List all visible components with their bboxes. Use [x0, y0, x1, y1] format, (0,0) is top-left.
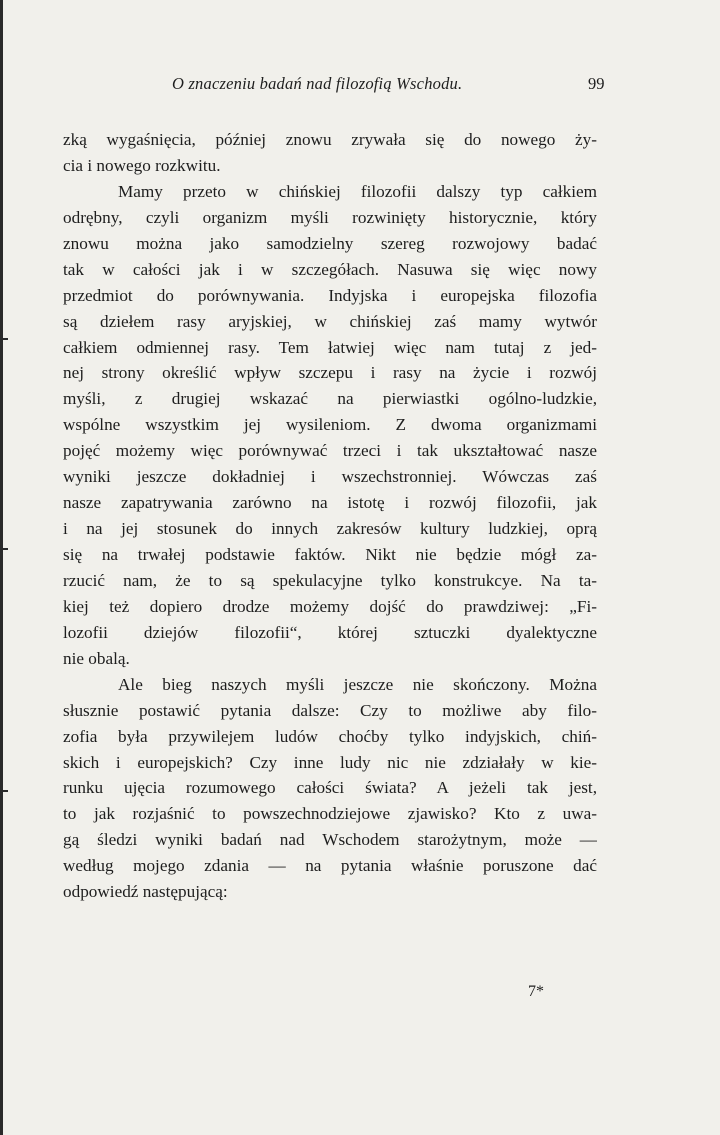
text-line: skich i europejskich? Czy inne ludy nic nie zdziałały w kie- [63, 752, 597, 772]
text-line: całkiem odmiennej rasy. Tem łatwiej więc nam tutaj z jed- [63, 337, 597, 357]
text-line: pojęć możemy więc porównywać trzeci i tak ukształtować nasze [63, 441, 597, 461]
signature-mark: 7* [528, 983, 544, 1000]
text-line: według mojego zdania — na pytania właśnie poruszone dać [63, 856, 597, 876]
page-edge-shadow [0, 0, 3, 1135]
text-line: odpowiedź następującą: [63, 882, 228, 902]
text-line: się na trwałej podstawie faktów. Nikt nie będzie mógł za- [63, 545, 597, 564]
text-line: przedmiot do porównywania. Indyjska i europejska filozofia [63, 285, 597, 305]
text-line: nej strony określić wpływ szczepu i rasy na życie i rozwój [63, 363, 597, 383]
text-line: wspólne wszystkim jej wysileniom. Z dwoma organizmami [63, 415, 597, 435]
text-line: lozofii dziejów filozofii“, której sztuczki dyalektyczne [63, 622, 597, 642]
text-line: słusznie postawić pytania dalsze: Czy to możliwe aby filo- [63, 700, 597, 720]
text-line: wyniki jeszcze dokładniej i wszechstronniej. Wówczas zaś [63, 467, 597, 487]
text-line: znowu można jako samodzielny szereg rozwojowy badać [63, 233, 597, 253]
text-line: odrębny, czyli organizm myśli rozwinięty historycznie, który [63, 207, 597, 227]
text-line: Ale bieg naszych myśli jeszcze nie skończony. Można [118, 674, 597, 694]
page-number: 99 [588, 74, 605, 93]
text-line: Mamy przeto w chińskiej filozofii dalszy typ całkiem [118, 181, 597, 201]
text-line: rzucić nam, że to są spekulacyjne tylko konstrukcye. Na ta- [63, 570, 597, 590]
text-line: zką wygaśnięcia, później znowu zrywała się do nowego ży- [63, 130, 597, 149]
text-line: zofia była przywilejem ludów choćby tylko indyjskich, chiń- [63, 726, 597, 746]
page-edge-mark [0, 338, 8, 340]
page-edge-mark [0, 790, 8, 792]
text-line: kiej też dopiero drodze możemy dojść do prawdziwej: „Fi- [63, 596, 597, 616]
text-line: nie obalą. [63, 648, 130, 668]
text-line: tak w całości jak i w szczegółach. Nasuwa się więc nowy [63, 259, 597, 279]
running-title: O znaczeniu badań nad filozofią Wschodu. [172, 74, 463, 93]
page-edge-mark [0, 548, 8, 550]
text-line: gą śledzi wyniki badań nad Wschodem starożytnym, może — [63, 830, 597, 850]
text-line: są dziełem rasy aryjskiej, w chińskiej zaś mamy wytwór [63, 311, 597, 331]
body-text [63, 127, 597, 905]
running-head [0, 70, 720, 100]
text-line: runku ujęcia rozumowego całości świata? A jeżeli tak jest, [63, 778, 597, 798]
text-line: cia i nowego rozkwitu. [63, 155, 221, 175]
text-line: i na jej stosunek do innych zakresów kultury ludzkiej, oprą [63, 519, 597, 539]
text-line: myśli, z drugiej wskazać na pierwiastki ogólno-ludzkie, [63, 389, 597, 409]
text-line: nasze zapatrywania zarówno na istotę i rozwój filozofii, jak [63, 493, 597, 513]
text-line: to jak rozjaśnić to powszechnodziejowe zjawisko? Kto z uwa- [63, 804, 597, 824]
